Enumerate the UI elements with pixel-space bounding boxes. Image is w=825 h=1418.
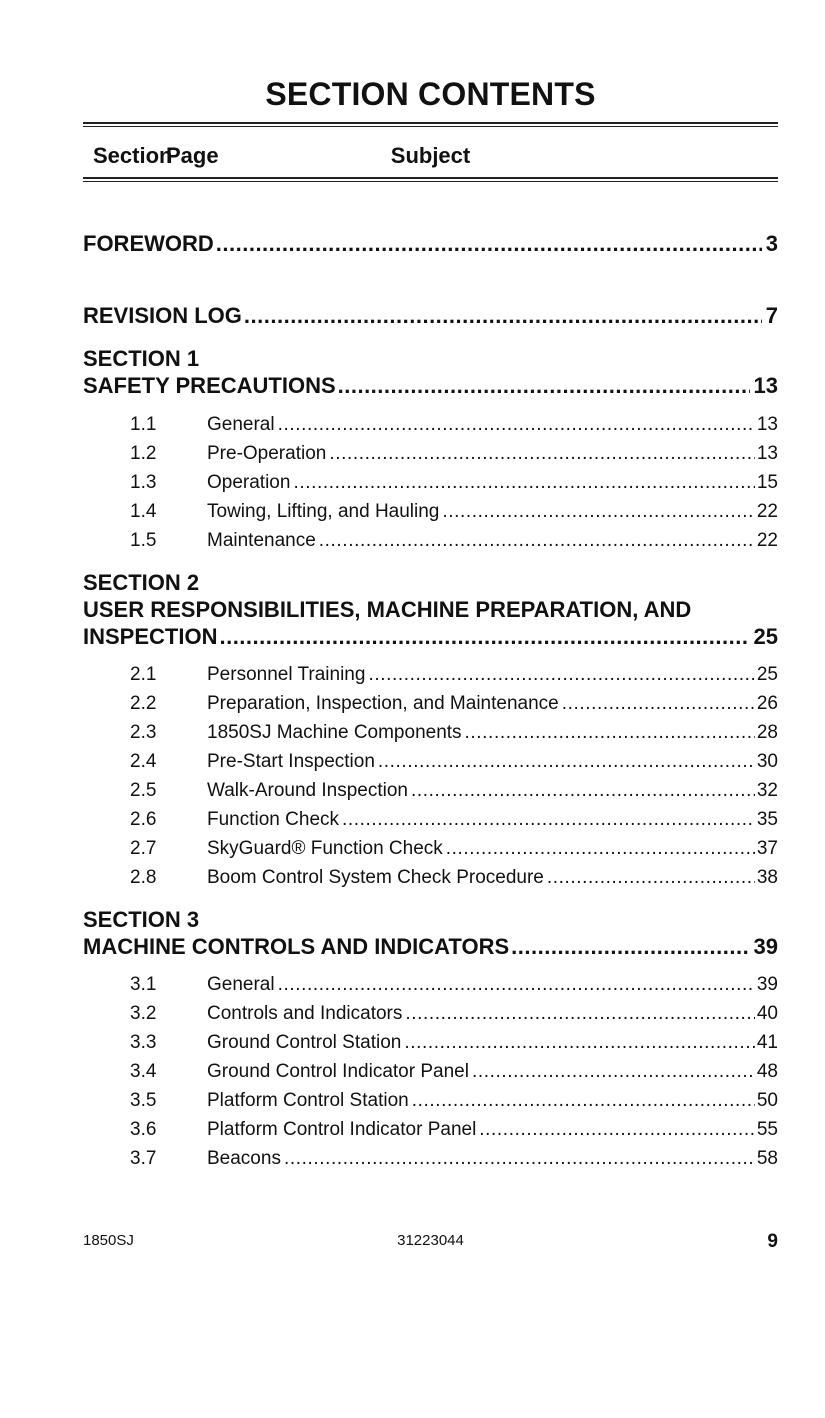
toc-subentry[interactable] (130, 530, 778, 552)
dot-leader (284, 1148, 755, 1170)
dot-leader (404, 1032, 755, 1054)
subentry-title: Pre-Operation (207, 443, 327, 464)
subentry-page: 58 (756, 1148, 778, 1169)
subentry-page: 38 (756, 867, 778, 888)
subentry-page: 37 (756, 838, 778, 859)
subentry-title: Operation (207, 472, 291, 493)
subentry-page: 40 (756, 1003, 778, 1024)
header-rule-bottom (83, 177, 778, 182)
subentry-title: Ground Control Station (207, 1032, 402, 1053)
entry-title: REVISION LOG (83, 303, 242, 328)
subentry-page: 28 (756, 722, 778, 743)
section-label: SECTION 3 (83, 907, 200, 932)
subentry-number: 2.2 (130, 693, 157, 714)
subentry-title: Boom Control System Check Procedure (207, 867, 544, 888)
subentry-page: 50 (756, 1090, 778, 1111)
dot-leader (442, 501, 754, 523)
dot-leader (319, 530, 755, 552)
toc-subentry[interactable] (130, 443, 778, 465)
dot-leader (293, 472, 754, 494)
column-header-subject: Subject (390, 143, 471, 168)
subentry-title: SkyGuard® Function Check (207, 838, 443, 859)
subentry-page: 41 (756, 1032, 778, 1053)
subentry-number: 2.7 (130, 838, 157, 859)
subentry-number: 3.6 (130, 1119, 157, 1140)
subentry-number: 1.1 (130, 414, 157, 435)
subentry-title: Beacons (207, 1148, 281, 1169)
header-rule-top (83, 122, 778, 127)
dot-leader (219, 623, 749, 650)
toc-subentry[interactable] (130, 1090, 778, 1112)
section-title: SAFETY PRECAUTIONS (83, 373, 336, 398)
subentry-title: Platform Control Indicator Panel (207, 1119, 477, 1140)
dot-leader (412, 1090, 755, 1112)
section-title-line-1: USER RESPONSIBILITIES, MACHINE PREPARATION, AND (83, 597, 692, 622)
subentry-page: 13 (756, 414, 778, 435)
subentry-number: 1.4 (130, 501, 157, 522)
dot-leader (562, 693, 755, 715)
dot-leader (405, 1003, 754, 1025)
dot-leader (278, 974, 755, 996)
column-header-page: Page (166, 143, 219, 168)
subentry-title: Towing, Lifting, and Hauling (207, 501, 440, 522)
subentry-page: 15 (756, 472, 778, 493)
toc-subentry[interactable] (130, 1119, 778, 1141)
subentry-page: 22 (756, 501, 778, 522)
dot-leader (244, 302, 762, 329)
section-title-line-2: INSPECTION (83, 624, 218, 649)
dot-leader (329, 443, 755, 465)
toc-subentry[interactable] (130, 664, 778, 686)
subentry-title: Platform Control Station (207, 1090, 409, 1111)
subentry-number: 3.7 (130, 1148, 157, 1169)
toc-entry-foreword[interactable] (83, 230, 778, 257)
subentry-page: 25 (756, 664, 778, 685)
dot-leader (547, 867, 755, 889)
subentry-title: General (207, 974, 275, 995)
subentry-number: 2.1 (130, 664, 157, 685)
toc-subentry[interactable] (130, 693, 778, 715)
subentry-number: 3.5 (130, 1090, 157, 1111)
toc-subentry[interactable] (130, 780, 778, 802)
dot-leader (446, 838, 755, 860)
toc-subentry[interactable] (130, 751, 778, 773)
entry-page: 25 (753, 624, 778, 649)
subentry-number: 3.4 (130, 1061, 157, 1082)
subentry-title: Controls and Indicators (207, 1003, 403, 1024)
subentry-page: 55 (756, 1119, 778, 1140)
toc-entry-section-3[interactable] (83, 906, 778, 960)
subentry-number: 1.5 (130, 530, 157, 551)
subentry-title: General (207, 414, 275, 435)
subentry-page: 22 (756, 530, 778, 551)
footer-page-number: 9 (767, 1231, 778, 1252)
toc-subentry[interactable] (130, 1003, 778, 1025)
subentry-page: 30 (756, 751, 778, 772)
toc-subentry[interactable] (130, 722, 778, 744)
subentry-number: 2.6 (130, 809, 157, 830)
subentry-number: 3.1 (130, 974, 157, 995)
toc-subentry[interactable] (130, 1032, 778, 1054)
entry-page: 7 (765, 303, 778, 328)
subentry-title: Personnel Training (207, 664, 366, 685)
dot-leader (479, 1119, 755, 1141)
subentry-number: 3.2 (130, 1003, 157, 1024)
subentry-number: 3.3 (130, 1032, 157, 1053)
subentry-title: Maintenance (207, 530, 316, 551)
toc-subentry[interactable] (130, 809, 778, 831)
toc-subentry[interactable] (130, 501, 778, 523)
toc-subentry[interactable] (130, 472, 778, 494)
dot-leader (378, 751, 755, 773)
section-title: MACHINE CONTROLS AND INDICATORS (83, 934, 510, 959)
subentry-title: Ground Control Indicator Panel (207, 1061, 469, 1082)
subentry-title: Preparation, Inspection, and Maintenance (207, 693, 559, 714)
subentry-page: 32 (756, 780, 778, 801)
dot-leader (216, 230, 762, 257)
toc-subentry[interactable] (130, 838, 778, 860)
dot-leader (278, 414, 755, 436)
section-label: SECTION 1 (83, 346, 200, 371)
toc-subentry[interactable] (130, 1061, 778, 1083)
toc-entry-section-1[interactable] (83, 345, 778, 399)
footer-doc-number: 31223044 (397, 1232, 464, 1249)
subentry-page: 13 (756, 443, 778, 464)
toc-subentry[interactable] (130, 414, 778, 436)
subentry-number: 1.3 (130, 472, 157, 493)
toc-page (83, 0, 778, 1275)
subentry-title: Pre-Start Inspection (207, 751, 375, 772)
column-header-section: Section (93, 143, 173, 168)
section-label: SECTION 2 (83, 570, 200, 595)
toc-entry-section-2[interactable] (83, 569, 778, 650)
subentry-number: 1.2 (130, 443, 157, 464)
subentry-page: 26 (756, 693, 778, 714)
subentry-page: 48 (756, 1061, 778, 1082)
subentry-title: Walk-Around Inspection (207, 780, 409, 801)
subentry-number: 2.3 (130, 722, 157, 743)
entry-page: 39 (753, 934, 778, 959)
entry-page: 13 (753, 373, 778, 398)
dot-leader (338, 372, 750, 399)
toc-subentry[interactable] (130, 867, 778, 889)
subentry-title: Function Check (207, 809, 340, 830)
toc-entry-revision-log[interactable] (83, 302, 778, 329)
dot-leader (411, 780, 755, 802)
page-title: SECTION CONTENTS (265, 76, 596, 112)
subentry-page: 35 (756, 809, 778, 830)
entry-title: FOREWORD (83, 231, 214, 256)
subentry-page: 39 (756, 974, 778, 995)
dot-leader (511, 933, 749, 960)
subentry-number: 2.5 (130, 780, 157, 801)
dot-leader (368, 664, 754, 686)
dot-leader (465, 722, 755, 744)
footer-model: 1850SJ (83, 1232, 134, 1249)
toc-subentry[interactable] (130, 1148, 778, 1170)
entry-page: 3 (765, 231, 778, 256)
subentry-title: 1850SJ Machine Components (207, 722, 462, 743)
subentry-number: 2.4 (130, 751, 157, 772)
dot-leader (472, 1061, 755, 1083)
subentry-number: 2.8 (130, 867, 157, 888)
dot-leader (342, 809, 755, 831)
toc-subentry[interactable] (130, 974, 778, 996)
